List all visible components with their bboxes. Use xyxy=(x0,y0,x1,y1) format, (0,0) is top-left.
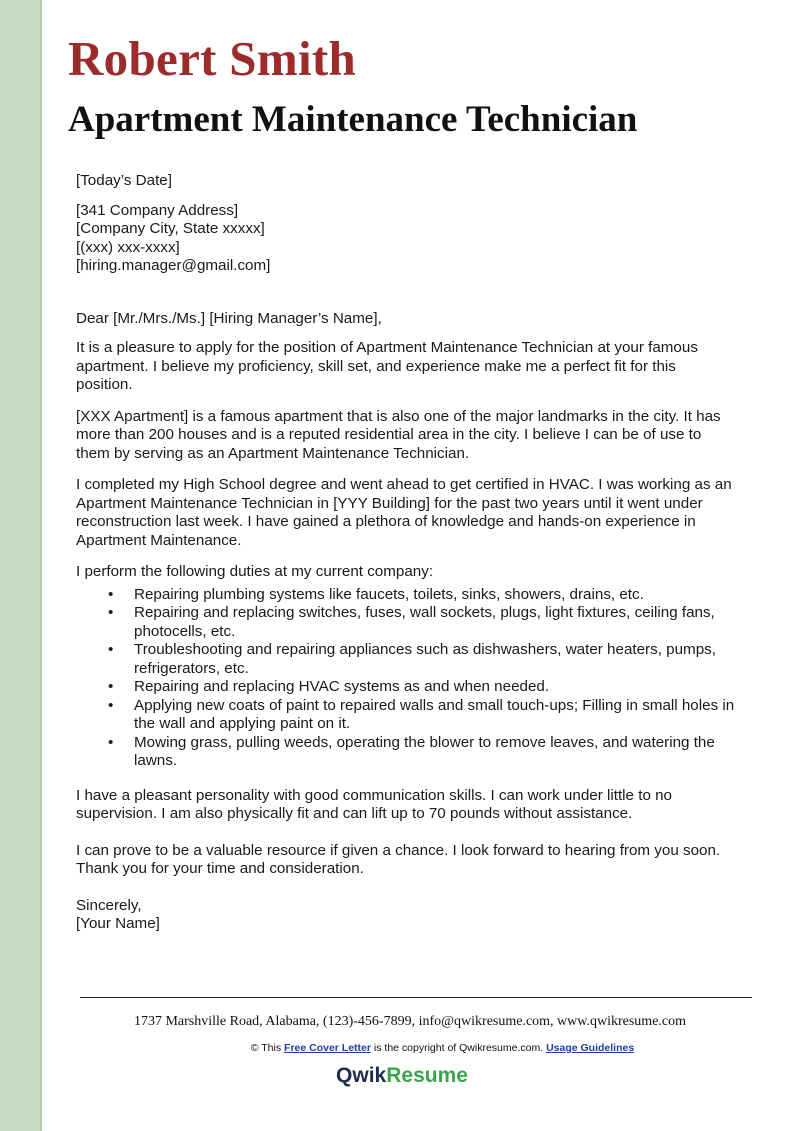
signature-name: [Your Name] xyxy=(76,915,160,932)
address-line: [(xxx) xxx-xxxx] xyxy=(76,238,180,256)
applicant-name: Robert Smith xyxy=(68,31,357,86)
free-cover-letter-link[interactable]: Free Cover Letter xyxy=(284,1042,371,1054)
duty-item: • Mowing grass, pulling weeds, operating the blower to remove leaves, and watering the lawns. xyxy=(134,734,736,771)
letter-date: [Today’s Date] xyxy=(76,172,172,189)
footer-divider xyxy=(80,997,752,998)
salutation: Dear [Mr./Mrs./Ms.] [Hiring Manager’s Name], xyxy=(76,309,382,327)
duty-item: • Applying new coats of paint to repaired walls and small touch-ups; Filling in small holes in the wall and applying paint on it. xyxy=(134,697,736,734)
duty-item: • Repairing and replacing switches, fuses, wall sockets, plugs, light fixtures, ceiling fans, photocells, etc. xyxy=(134,604,736,641)
address-line: [Company City, State xxxxx] xyxy=(76,220,265,237)
body-paragraph: I perform the following duties at my current company: xyxy=(76,563,434,580)
recipient-address xyxy=(76,202,736,276)
footer-contact: 1737 Marshville Road, Alabama, (123)-456-7899, info@qwikresume.com, www.qwikresume.com xyxy=(133,1014,687,1029)
signoff: Sincerely, xyxy=(76,896,142,914)
copyright-prefix: © This xyxy=(250,1042,282,1054)
duty-item: • Troubleshooting and repairing appliances such as dishwashers, water heaters, pumps, refrigerators, etc. xyxy=(134,641,736,678)
copyright-text: is the copyright of Qwikresume.com. xyxy=(373,1042,544,1054)
letter-body xyxy=(76,172,736,934)
closing-paragraph: I can prove to be a valuable resource if given a chance. I look forward to hearing from you soon. Thank you for your time and consideration. xyxy=(76,841,721,877)
qwikresume-logo[interactable] xyxy=(0,1064,800,1088)
usage-guidelines-link[interactable]: Usage Guidelines xyxy=(546,1042,635,1054)
address-line: [hiring.manager@gmail.com] xyxy=(76,257,271,274)
duty-item: • Repairing and replacing HVAC systems as and when needed. xyxy=(134,678,736,697)
job-title: Apartment Maintenance Technician xyxy=(68,99,638,140)
logo-part-resume: Resume xyxy=(386,1064,468,1087)
decorative-side-bar xyxy=(0,0,42,1131)
address-line: [341 Company Address] xyxy=(76,201,239,219)
body-paragraph: It is a pleasure to apply for the position of Apartment Maintenance Technician at your famous apartment. I believe my proficiency, skill set, and experience make me a perfect fit for this position. xyxy=(76,339,698,393)
body-paragraph: [XXX Apartment] is a famous apartment that is also one of the major landmarks in the city. It has more than 200 houses and is a reputed residential area in the city. I believe I can be of use to them by serving as an Apartment Maintenance Technician. xyxy=(76,407,721,462)
logo-part-qwik: Qwik xyxy=(336,1064,387,1087)
copyright-notice xyxy=(0,1042,800,1054)
duty-item: • Repairing plumbing systems like faucets, toilets, sinks, showers, drains, etc. xyxy=(134,586,736,605)
body-paragraph: I completed my High School degree and went ahead to get certified in HVAC. I was working as an Apartment Maintenance Technician in [YYY Building] for the past two years until it went under reconstruction last week. I have gained a plethora of knowledge and hands-on experience in Apartment Maintenance. xyxy=(76,476,732,549)
duties-list xyxy=(76,586,736,771)
closing-paragraph: I have a pleasant personality with good communication skills. I can work under little to no supervision. I am also physically fit and can lift up to 70 pounds without assistance. xyxy=(76,786,672,822)
